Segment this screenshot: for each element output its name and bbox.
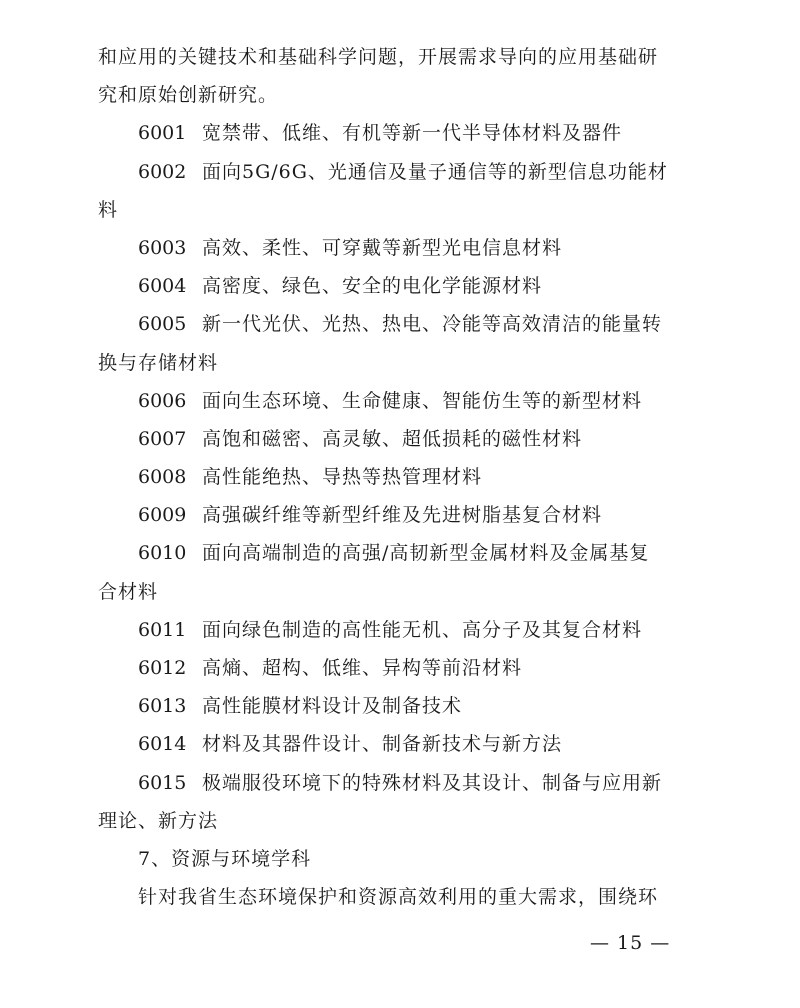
item-title: 高性能绝热、导热等热管理材料 (202, 466, 483, 489)
item-title-continued: 合材料 (98, 580, 159, 603)
item-title: 高熵、超构、低维、异构等前沿材料 (202, 657, 523, 679)
section-heading: 7、资源与环境学科 (138, 847, 312, 870)
item-6006 (98, 382, 708, 420)
item-6008 (98, 458, 708, 496)
item-6009 (98, 496, 708, 534)
item-code: 6001 (138, 122, 187, 145)
section-7 (98, 840, 708, 916)
item-code: 6008 (138, 466, 187, 489)
intro-line-1: 和应用的关键技术和基础科学问题，开展需求导向的应用基础研 (98, 46, 659, 68)
item-6003 (98, 229, 708, 267)
item-code: 6012 (138, 657, 187, 679)
intro-paragraph (98, 38, 708, 114)
item-6010 (98, 534, 708, 610)
item-6002 (98, 153, 708, 229)
item-title: 面向高端制造的高强/高韧新型金属材料及金属基复 (202, 542, 650, 565)
item-code: 6014 (138, 733, 187, 756)
item-code: 6004 (138, 275, 187, 298)
item-code: 6002 (138, 160, 187, 183)
item-title: 面向5G/6G、光通信及量子通信等的新型信息功能材 (202, 160, 668, 183)
body-text (98, 38, 708, 916)
item-code: 6005 (138, 313, 187, 336)
item-6001 (98, 114, 708, 152)
item-code: 6010 (138, 542, 187, 565)
item-title-continued: 换与存储材料 (98, 351, 219, 374)
item-title: 高效、柔性、可穿戴等新型光电信息材料 (202, 236, 563, 259)
item-code: 6007 (138, 427, 187, 450)
item-6013 (98, 687, 708, 725)
item-6004 (98, 267, 708, 305)
item-6015 (98, 764, 708, 840)
item-title: 高强碳纤维等新型纤维及先进树脂基复合材料 (202, 504, 603, 527)
item-6014 (98, 725, 708, 763)
intro-line-2: 究和原始创新研究。 (98, 84, 279, 107)
item-title: 宽禁带、低维、有机等新一代半导体材料及器件 (202, 122, 623, 145)
item-code: 6009 (138, 504, 187, 527)
item-title: 面向绿色制造的高性能无机、高分子及其复合材料 (202, 618, 643, 641)
item-code: 6006 (138, 389, 187, 412)
item-title: 高饱和磁密、高灵敏、超低损耗的磁性材料 (202, 427, 583, 450)
item-code: 6015 (138, 771, 187, 794)
item-code: 6003 (138, 236, 187, 259)
item-6005 (98, 305, 708, 381)
item-6012 (98, 649, 708, 687)
item-title-continued: 料 (98, 198, 119, 221)
section-paragraph-line-1: 针对我省生态环境保护和资源高效利用的重大需求，围绕环 (138, 886, 659, 909)
item-title: 材料及其器件设计、制备新技术与新方法 (202, 733, 563, 756)
page-number: — 15 — (590, 932, 671, 954)
item-6011 (98, 611, 708, 649)
item-title: 新一代光伏、光热、热电、冷能等高效清洁的能量转 (202, 313, 663, 336)
item-title: 极端服役环境下的特殊材料及其设计、制备与应用新 (202, 771, 663, 794)
item-title: 面向生态环境、生命健康、智能仿生等的新型材料 (202, 389, 643, 412)
item-code: 6011 (138, 618, 187, 641)
item-title: 高性能膜材料设计及制备技术 (202, 695, 463, 718)
item-title: 高密度、绿色、安全的电化学能源材料 (202, 275, 543, 298)
item-code: 6013 (138, 695, 187, 718)
item-title-continued: 理论、新方法 (98, 809, 219, 832)
item-6007 (98, 420, 708, 458)
